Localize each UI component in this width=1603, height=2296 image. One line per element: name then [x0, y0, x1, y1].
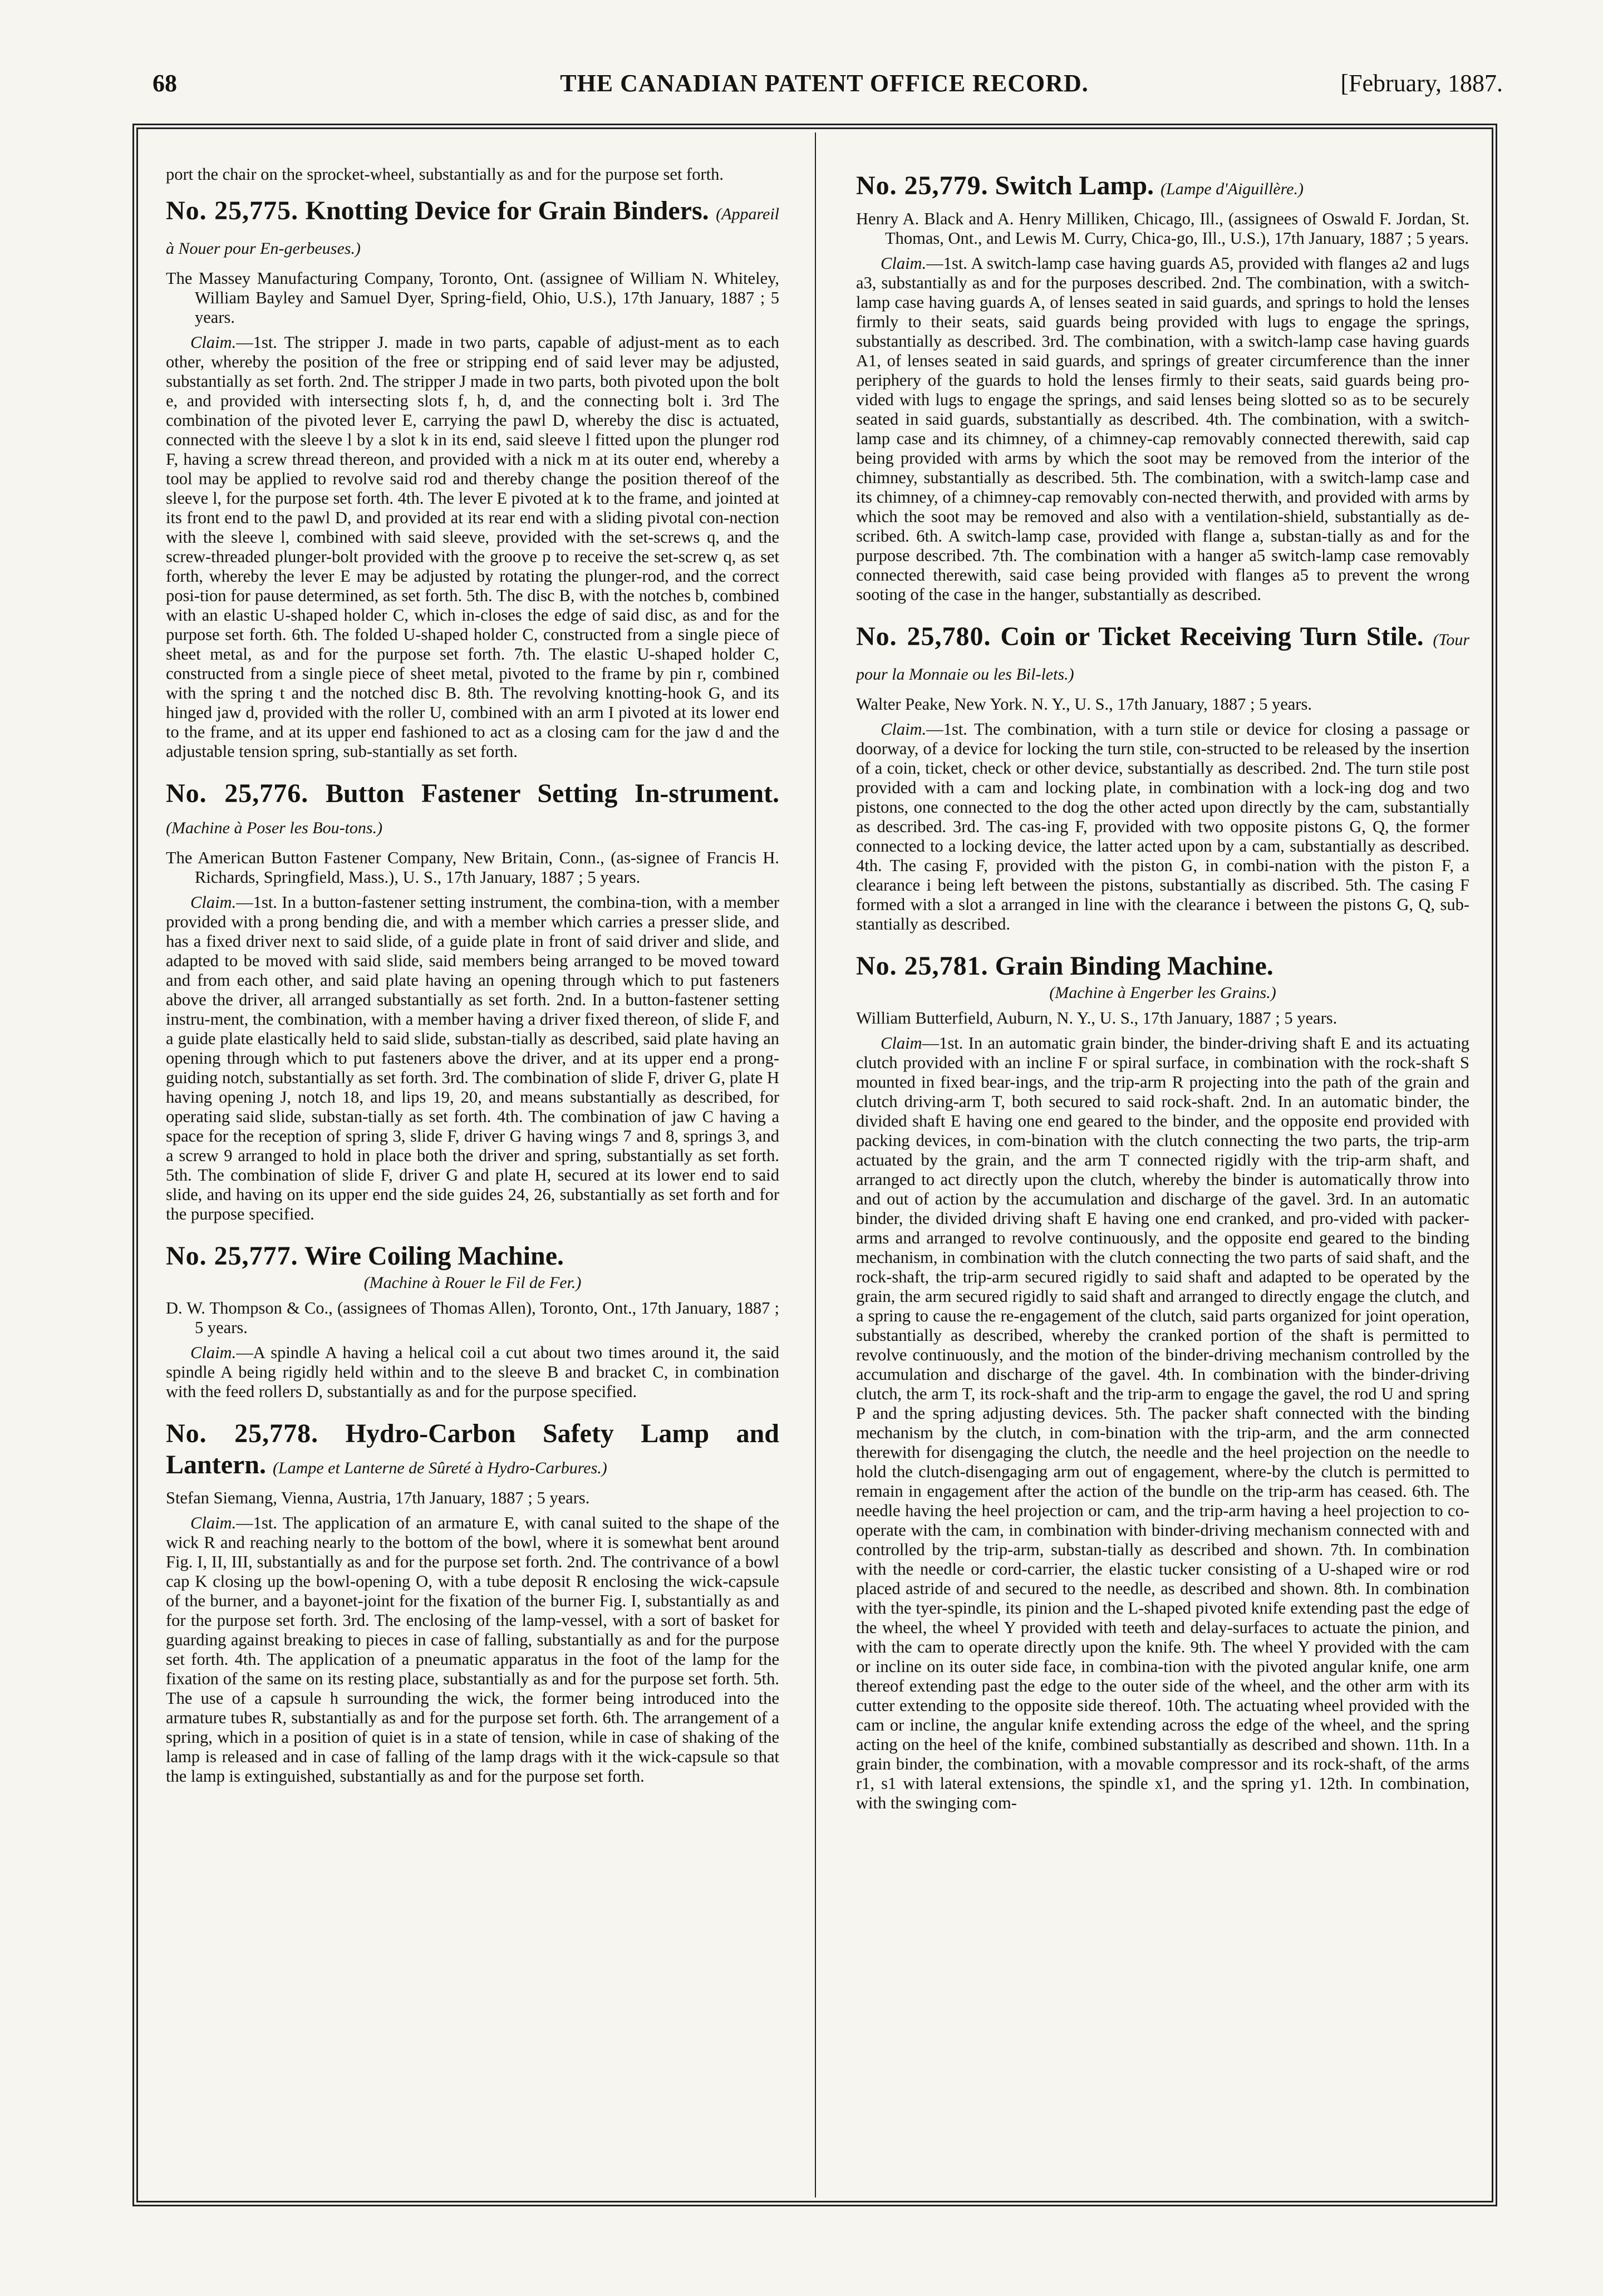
- patent-title: Wire Coiling Machine.: [304, 1241, 564, 1271]
- patent-number: No. 25,781.: [856, 951, 989, 981]
- claim-text: [166, 893, 779, 1224]
- patent-entry-25781: [856, 951, 1469, 1813]
- patent-entry-25777: [166, 1241, 779, 1402]
- patent-title: Grain Binding Machine.: [995, 951, 1273, 981]
- column-divider: [815, 132, 816, 2197]
- claim-label: Claim.: [190, 1343, 237, 1362]
- page-number: 68: [153, 70, 177, 97]
- french-title: (Machine à Engerber les Grains.): [1049, 984, 1276, 1002]
- patent-number: No. 25,780.: [856, 622, 991, 651]
- patent-title: Coin or Ticket Receiving Turn Stile.: [1000, 622, 1424, 651]
- patent-entry-25776: [166, 778, 779, 1224]
- claim-text: [166, 1513, 779, 1786]
- patent-title: Switch Lamp.: [995, 171, 1154, 200]
- claim-body: —A spindle A having a helical coil a cut about two times around it, the said spindle A being rigidly held within and to the sleeve B and bracket C, in combination with the feed rollers D, substantially as and for the purpose specified.: [166, 1343, 779, 1401]
- patentee: Walter Peake, New York. N. Y., U. S., 17th January, 1887 ; 5 years.: [856, 695, 1312, 714]
- patent-heading: [166, 1418, 779, 1484]
- patentee: D. W. Thompson & Co., (assignees of Thomas Allen), Toronto, Ont., 17th January, 1887 ; 5 years.: [166, 1299, 779, 1337]
- patentee: The Massey Manufacturing Company, Toronto, Ont. (assignee of William N. Whiteley, William Bayley and Samuel Dyer, Spring-field, Ohio, U.S.), 17th January, 1887 ; 5 years.: [166, 269, 779, 327]
- patent-number: No. 25,777.: [166, 1241, 298, 1271]
- claim-body: —1st. The application of an armature E, with canal suited to the shape of the wick R and reaching nearly to the bottom of the bowl, where it is somewhat bent around Fig. I, II, III, substantially as and for the purpose set forth. 2nd. The contrivance of a bowl cap K closing up the bowl-opening O, with a tube deposit R enclosing the wick-capsule of the burner, and a bayonet-joint for the fixation of the burner Fig. I, substantially as and for the purpose set forth. 3rd. The enclosing of the lamp-vessel, with a sort of basket for guarding against breaking to pieces in case of falling, substantially as and for the purpose set forth. 4th. The application of a pneumatic apparatus in the foot of the lamp for the fixation of the same on its resting place, substantially as and for the purpose set forth. 5th. The use of a capsule h surrounding the wick, the former being introduced into the armature tubes R, substantially as and for the purpose set forth. 6th. The arrangement of a spring, which in a position of quiet is in a state of tension, while in case of shaking of the lamp is released and in case of falling of the lamp drags with it the wick-capsule so that the lamp is extinguished, substantially as and for the purpose set forth.: [166, 1513, 779, 1786]
- claim-body: —1st. The stripper J. made in two parts, capable of adjust-ment as to each other, whereby the position of the free or stripping end of said lever may be adjusted, substantially as set forth. 2nd. The stripper J made in two parts, both pivoted upon the bolt e, and provided with intersecting slots f, h, d, and the connecting bolt i. 3rd The combination of the pivoted lever E, carrying the pawl D, whereby the disc is actuated, connected with the sleeve l by a slot k in its end, said sleeve l fitted upon the plunger rod F, having a screw thread thereon, and provided with a nick m at its outer end, whereby a tool may be applied to revolve said rod and thereby change the position thereof of the sleeve l, for the purpose set forth. 4th. The lever E pivoted at k to the frame, and jointed at its front end to the pawl D, and provided at its rear end with a sliding pivotal con-nection with the sleeve l, combined with said sleeve, provided with the set-screws q, and the screw-threaded plunger-bolt provided with the groove p to receive the set-screw q, as set forth, whereby the lever E may be adjusted by rotating the plunger-rod, and the correct posi-tion for pause determined, as set forth. 5th. The disc B, with the notches b, combined with an elastic U-shaped holder C, which in-closes the edge of said disc, as and for the purpose set forth. 6th. The folded U-shaped holder C, constructed from a single piece of sheet metal, as and for the purpose set forth. 7th. The elastic U-shaped holder C, constructed from a single piece of sheet metal, pivoted to the frame by pin r, combined with the spring t and the notched disc B. 8th. The revolving knotting-hook G, and its hinged jaw d, provided with the roller U, combined with an arm I pivoted at its lower end to the frame, and at its upper end fashioned to act as a closing cam for the jaw d and the adjustable tension spring, sub-stantially as set forth.: [166, 333, 779, 761]
- claim-body: —1st. A switch-lamp case having guards A5, provided with flanges a2 and lugs a3, substantially as and for the purposes described. 2nd. The combination, with a switch-lamp case having guards A, of lenses seated in said guards, and springs to hold the lenses firmly to their seats, said guards being provided with lugs to engage the springs, substantially as described. 3rd. The combination, with a switch-lamp case having guards A1, of lenses seated in said guards, and springs of greater circumference than the inner periphery of the guards to hold the lenses firmly to their seats, said guards being pro-vided with lugs to engage the springs, and said lenses being slotted so as to be securely seated in said guards, substantially as described. 4th. The combination, with a switch-lamp case and its chimney, of a chimney-cap removably connected therewith, said cap being provided with arms by which the soot may be removed from the interior of the chimney, substantially as described. 5th. The combination, with a switch-lamp case and its chimney, of a chimney-cap removably con-nected therwith, and provided with arms by which the soot may be removed and also with a ventilation-shield, substantially as de-scribed. 6th. A switch-lamp case, provided with flange a, substan-tially as and for the purpose described. 7th. The combination with a hanger a5 switch-lamp case removably connected therewith, said case being provided with flanges a5 to prevent the wrong sooting of the case in the hanger, substantially as described.: [856, 254, 1469, 604]
- patent-entry-25779: [856, 170, 1469, 604]
- patent-entry-25780: [856, 621, 1469, 934]
- claim-body: —1st. In a button-fastener setting instrument, the combina-tion, with a member provided with a prong bending die, and with a member which carries a presser slide, and has a fixed driver next to said slide, of a guide plate in front of said driver and slide, and adapted to be moved with said slide, said members being arranged to be moved toward and from each other, and said plate having an opening through which to put fasteners above the driver, all arranged substantially as set forth. 2nd. In a button-fastener setting instru-ment, the combination, with a member having a driver fixed thereon, of slide F, and a guide plate elastically held to said slide, substan-tially as described, said plate having an opening through which to put fasteners above the driver, and at its upper end a prong-guiding notch, substantially as set forth. 3rd. The combination of slide F, driver G, plate H having opening J, notch 18, and lips 19, 20, and means substantially as described, for operating said slide, substan-tially as set forth. 4th. The combination of jaw C having a space for the reception of spring 3, slide F, driver G having wings 7 and 8, springs 3, and a screw 9 arranged to hold in place both the driver and spring, substantially as set forth. 5th. The combination of slide F, driver G and plate H, secured at its lower end to said slide, and having on its upper end the side guides 24, 26, substantially as set forth and for the purpose specified.: [166, 893, 779, 1223]
- patentee: Stefan Siemang, Vienna, Austria, 17th January, 1887 ; 5 years.: [166, 1488, 590, 1507]
- patent-heading: [856, 621, 1469, 690]
- claim-label: Claim.: [881, 720, 927, 739]
- claim-label: Claim.: [190, 333, 237, 352]
- patent-heading: [856, 170, 1469, 205]
- french-title: (Lampe d'Aiguillère.): [1161, 180, 1304, 198]
- patentee: The American Button Fastener Company, New Britain, Conn., (as-signee of Francis H. Richards, Springfield, Mass.), U. S., 17th January, 1887 ; 5 years.: [166, 848, 779, 887]
- right-column: [856, 165, 1469, 2169]
- patentee: William Butterfield, Auburn, N. Y., U. S., 17th January, 1887 ; 5 years.: [856, 1009, 1338, 1027]
- patent-number: No. 25,778.: [166, 1419, 319, 1448]
- continued-text: port the chair on the sprocket-wheel, substantially as and for the purpose set forth.: [166, 165, 724, 184]
- claim-label: Claim.: [190, 1513, 237, 1532]
- patent-title: Knotting Device for Grain Binders.: [305, 196, 709, 225]
- patent-entry-25775: [166, 195, 779, 761]
- patent-entry-25778: [166, 1418, 779, 1786]
- patent-heading: [166, 1241, 779, 1294]
- patent-heading: [166, 195, 779, 264]
- claim-label: Claim.: [190, 893, 237, 912]
- french-title: (Appareil à Nouer pour En-gerbeuses.): [166, 205, 779, 258]
- claim-text: [856, 1034, 1469, 1813]
- patent-title: Hydro-Carbon Safety Lamp and Lantern.: [166, 1419, 779, 1479]
- patent-heading: [166, 778, 779, 844]
- claim-text: [166, 333, 779, 761]
- french-title: (Machine à Rouer le Fil de Fer.): [363, 1274, 582, 1292]
- patent-heading: [856, 951, 1469, 1004]
- journal-title: THE CANADIAN PATENT OFFICE RECORD.: [560, 70, 1089, 97]
- claim-label: Claim: [881, 1034, 922, 1053]
- french-title: (Lampe et Lanterne de Sûreté à Hydro-Carbures.): [273, 1459, 607, 1477]
- patent-number: No. 25,775.: [166, 196, 299, 225]
- french-title: (Tour pour la Monnaie ou les Bil-lets.): [856, 631, 1469, 684]
- patent-number: No. 25,776.: [166, 779, 309, 808]
- patent-title: Button Fastener Setting In-strument.: [325, 779, 779, 808]
- patent-number: No. 25,779.: [856, 171, 989, 200]
- claim-label: Claim.: [881, 254, 927, 273]
- claim-body: —1st. In an automatic grain binder, the binder-driving shaft E and its actuating clutch provided with an incline F or spiral surface, in combination with the rock-shaft S mounted in fixed bear-ings, and the trip-arm R projecting into the path of the grain and clutch driving-arm T, both secured to said rock-shaft. 2nd. In an automatic binder, the divided shaft E having one end geared to the binder, and the opposite end provided with packing devices, in com-bination with the clutch connecting the two parts, the trip-arm actuated by the grain, and the arm T connected rigidly with the trip-arm shaft, and arranged to act directly upon the clutch, whereby the binder is automatically throw into and out of action by the accumulation and discharge of the gavel. 3rd. In an automatic binder, the divided driving shaft E having one end cranked, and pro-vided with packer-arms and arranged to revolve continuously, and the opposite end geared to the binding mechanism, in combination with the clutch connecting the two parts of said shaft, and the rock-shaft, the trip-arm secured rigidly to said shaft and adapted to be operated by the grain, the arm secured rigidly to said shaft and arranged to directly engage the clutch, and a spring to cause the re-engagement of the clutch, said parts organized for joint operation, substantially as described, whereby the cranked portion of the shaft is permitted to revolve continuously, and the motion of the binder-driving mechanism controlled by the accumulation and discharge of the gavel. 4th. In combination with the binder-driving clutch, the arm T, its rock-shaft and the trip-arm to engage the gavel, the rod U and spring P and the spring adjusting devices. 5th. The packer shaft connected with the binding mechanism by the clutch, in com-bination with the trip-arm, and the arm connected therewith for disengaging the clutch, the needle and the heel projection on the needle to hold the clutch-disengaging arm out of engagement, where-by the clutch is permitted to remain in engagement after the action of the bundle on the trip-arm has ceased. 6th. The needle having the heel projection or cam, and the trip-arm having a heel projection to co-operate with the cam, in combination with binder-driving mechanism connected with and controlled by the trip-arm, substan-tially as described and shown. 7th. In combination with the needle or cord-carrier, the elastic tucker consisting of a U-shaped wire or rod placed astride of and secured to the needle, as described and shown. 8th. In combination with the tyer-spindle, its pinion and the L-shaped pivoted knife extending past the edge of the wheel, the wheel Y provided with teeth and delay-surfaces to actuate the pinion, and with the cam to operate directly upon the knife. 9th. The wheel Y provided with the cam or incline on its outer side face, in combina-tion with the pivoted angular knife, one arm thereof extending past the edge to the outer side of the wheel, and the other arm with its cutter extending to the opposite side thereof. 10th. The actuating wheel provided with the cam or incline, the angular knife extending across the edge of the wheel, and the spring acting on the heel of the knife, combined substantially as described and shown. 11th. In a grain binder, the combination, with a movable compressor and its rock-shaft, of the arms r1, s1 with lateral extensions, the spindle x1, and the spring y1. 12th. In combination, with the swinging com-: [856, 1034, 1469, 1812]
- claim-body: —1st. The combination, with a turn stile or device for closing a passage or doorway, of a device for locking the turn stile, con-structed to be released by the insertion of a coin, ticket, check or other device, substantially as described. 2nd. The turn stile post provided with a cam and locking plate, in combination with a lock-ing dog and two pistons, one connected to the dog the other acted upon directly by the cam, substantially as described. 3rd. The cas-ing F, provided with two opposite pistons G, Q, the former connected to a locking device, the latter acted upon by a cam, substantially as described. 4th. The casing F, provided with the piston G, in combi-nation with the piston F, a clearance i being left between the pistons, substantially as discribed. 5th. The casing F formed with a slot a arranged in line with the clearance i between the pistons G, Q, sub-stantially as described.: [856, 720, 1469, 933]
- claim-text: [856, 254, 1469, 604]
- french-title: (Machine à Poser les Bou-tons.): [166, 819, 383, 837]
- running-head: [146, 67, 1503, 111]
- claim-text: [856, 720, 1469, 934]
- claim-text: [166, 1343, 779, 1402]
- patentee: Henry A. Black and A. Henry Milliken, Chicago, Ill., (assignees of Oswald F. Jordan, St. Thomas, Ont., and Lewis M. Curry, Chica-go, Ill., U.S.), 17th January, 1887 ; 5 years.: [856, 209, 1469, 248]
- left-column: [166, 165, 779, 2169]
- page-frame: [132, 124, 1497, 2206]
- issue-date: [February, 1887.: [1340, 70, 1503, 97]
